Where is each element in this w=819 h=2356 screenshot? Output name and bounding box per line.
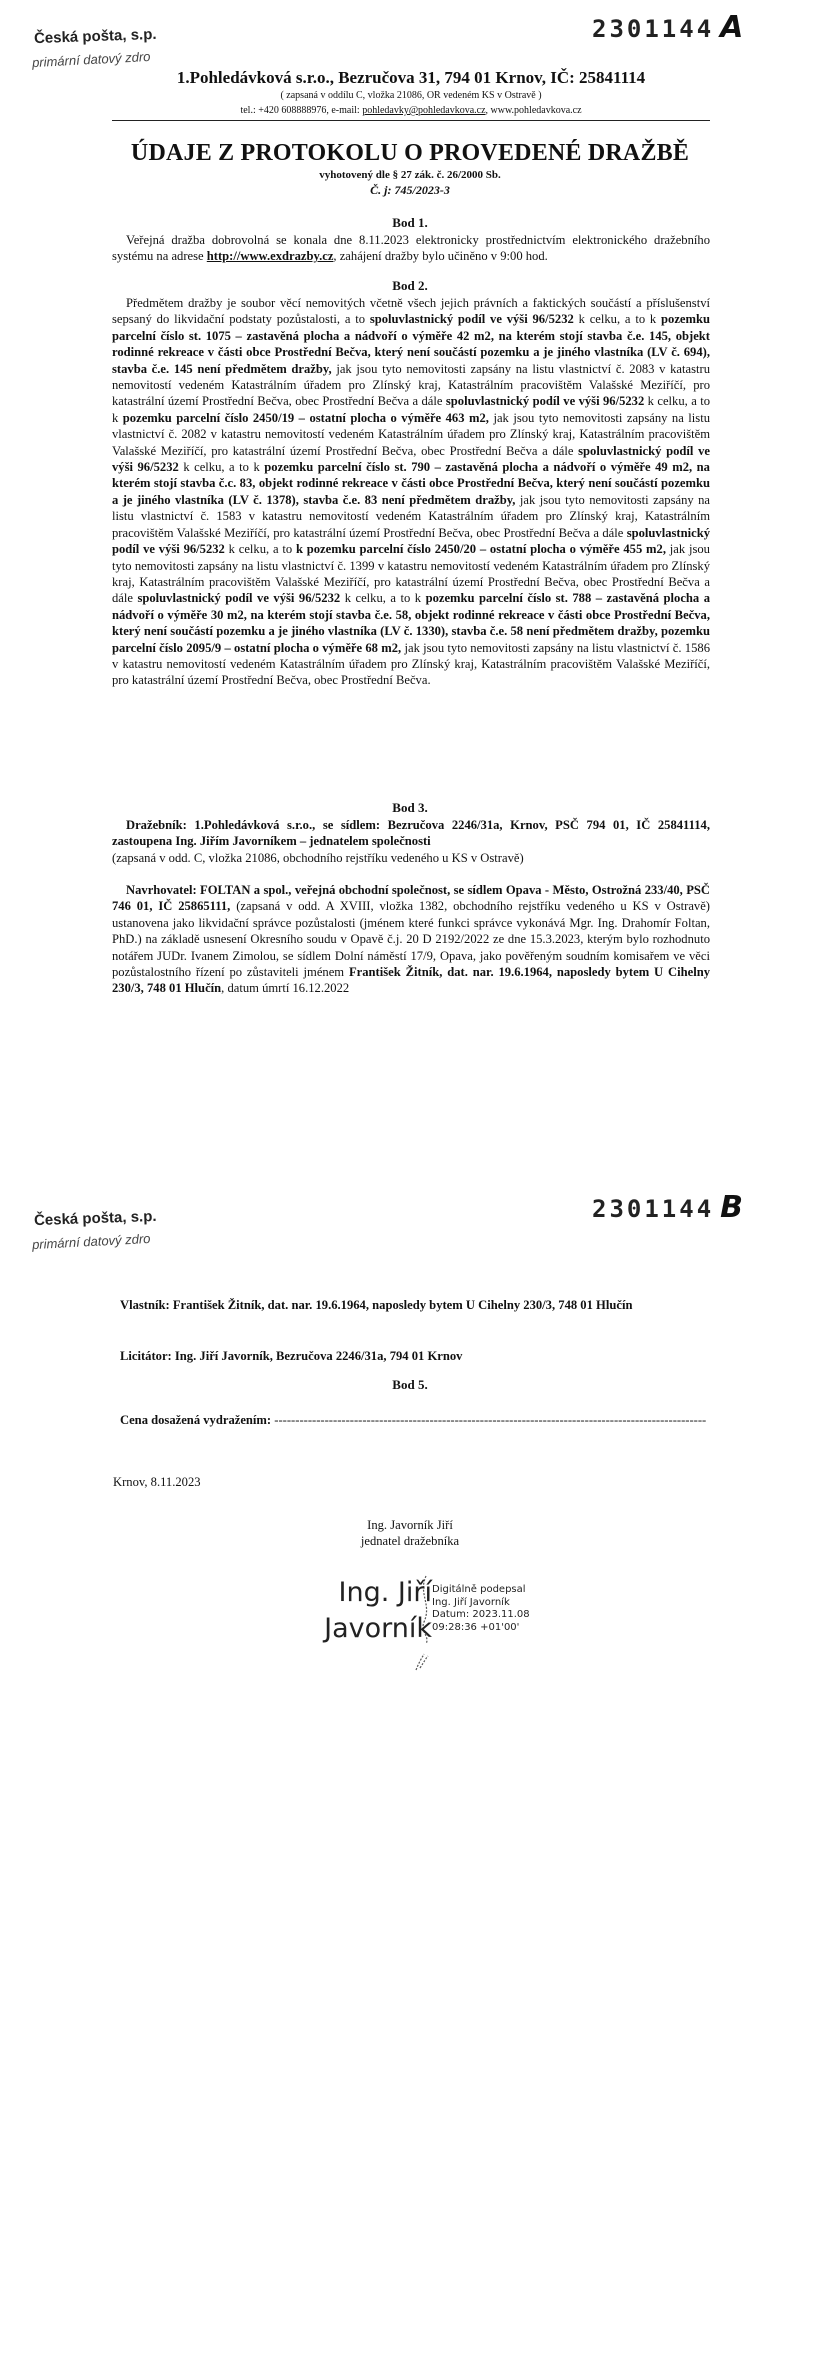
digital-signature	[314, 1574, 574, 1674]
text-segment: jak jsou tyto nemovitosti zapsány na listu vlastnictví č. 1583 v katastru nemovitostí vedeném Katastrálním úřadem pro Zlínský kraj, Katastrálním pracovištěm Valašské Meziříčí, pro katastrální území Prostřední Bečva, obec Prostřední Bečva a dále	[112, 492, 711, 540]
letterhead-registration: ( zapsaná v oddílu C, vložka 21086, OR vedeném KS v Ostravě )	[280, 90, 542, 101]
bod3-heading: Bod 3.	[392, 800, 428, 815]
signature-name-line1: Ing. Jiří	[338, 1577, 432, 1608]
bold-segment: pozemku parcelní číslo st. 1075 – zastavěná plocha a nádvoří o výměře 42 m2, na kterém stojí stavba č.e. 145, objekt rodinné rekreace v části obce Prostřední Bečva, který není součástí pozemku a je jiného vlastníka (LV č. 694), stavba č.e. 145 není předmětem dražby,	[112, 312, 710, 376]
text-segment: jak jsou tyto nemovitosti zapsány na listu vlastnictví č. 1399 v katastru nemovitostí vedeném Katastrálním úřadem pro Zlínský kraj, Katastrálním pracovištěm Valašské Meziříčí, pro katastrální území Prostřední Bečva, obec Prostřední Bečva a dále	[112, 542, 710, 606]
bold-segment: k pozemku parcelní číslo 2450/20 – ostatní plocha o výměře 455 m2,	[295, 542, 666, 557]
text-segment: Předmětem dražby je soubor věcí nemovitých včetně všech jejich právních a faktických součástí a příslušenství sepsaný do likvidační podstaty pozůstalosti, a to	[112, 296, 710, 327]
navrhovatel-text	[112, 882, 710, 997]
postal-stamp-title: Česká pošta, s.p.	[33, 25, 157, 48]
document-subtitle: vyhotovený dle § 27 zák. č. 26/2000 Sb.	[319, 169, 501, 181]
document-number	[592, 10, 743, 45]
bod2-text	[112, 295, 710, 689]
signer-name: Ing. Javorník Jiří	[367, 1518, 453, 1532]
signature-name-line2: Javorník	[324, 1613, 432, 1644]
document-number-value: 2301144	[592, 15, 715, 43]
bold-segment: Navrhovatel: FOLTAN a spol., veřejná obchodní společnost, se sídlem Opava - Město, Ostrožná 233/40, PSČ 746 01, IČ 25865111,	[112, 883, 710, 914]
document-title: ÚDAJE Z PROTOKOLU O PROVEDENÉ DRAŽBĚ	[130, 140, 690, 166]
bod1-text-start: Veřejná dražba dobrovolná se konala dne 8.11.2023 elektronicky prostřednictvím elektronického dražebního systému na adrese	[112, 233, 710, 264]
text-segment: k celku, a to k	[573, 312, 662, 327]
vlastnik-text: Vlastník: František Žitník, dat. nar. 19.6.1964, naposledy bytem U Cihelny 230/3, 748 01 Hlučín	[120, 1298, 633, 1312]
text-segment: k celku, a to	[224, 542, 296, 557]
bold-segment: pozemku parcelní číslo st. 790 – zastavěná plocha a nádvoří o výměře 49 m2, na kterém stojí stavba č.c. 83, objekt rodinné rekreace v části obce Prostřední Bečva, který není součástí pozemku a je jiného vlastníka (LV č. 1378), stavba č.e. 83 není předmětem dražby,	[112, 460, 710, 507]
signature-date: Datum: 2023.11.08	[432, 1609, 530, 1621]
letterhead-company: 1.Pohledávková s.r.o., Bezručova 31, 794 01 Krnov, IČ: 25841114	[176, 68, 646, 87]
text-segment: jak jsou tyto nemovitosti zapsány na listu vlastnictví č. 1586 v katastru nemovitostí vedeném Katastrálním úřadem pro Zlínský kraj, Katastrálním pracovištěm Valašské Meziříčí, pro katastrální území Prostřední Bečva, obec Prostřední Bečva.	[112, 640, 710, 688]
postal-stamp-subtitle-p2: primární datový zdro	[31, 1230, 151, 1253]
licitator-text: Licitátor: Ing. Jiří Javorník, Bezručova 2246/31a, 794 01 Krnov	[120, 1349, 463, 1363]
text-segment: k celku, a to k	[178, 460, 265, 475]
signature-label: Digitálně podepsal	[432, 1584, 526, 1595]
bod1-text-end: , zahájení dražby bylo učiněno v 9:00 hod.	[333, 249, 548, 264]
exdrazby-link[interactable]: http://www.exdrazby.cz	[206, 249, 334, 264]
drazebnik-text: Dražebník: 1.Pohledávková s.r.o., se sídlem: Bezručova 2246/31a, Krnov, PSČ 794 01, IČ 25841114, zastoupena Ing. Jiřím Javorníkem – jednatelem společnosti	[112, 818, 710, 849]
contact-phone: tel.: +420 608888976, e-mail:	[240, 105, 363, 116]
bod1-text	[112, 232, 710, 265]
bod2-heading: Bod 2.	[392, 278, 428, 293]
signature-signer: Ing. Jiří Javorník	[432, 1596, 510, 1608]
letterhead-contact	[112, 104, 710, 117]
contact-email-link[interactable]: pohledavky@pohledavkova.cz	[362, 105, 486, 116]
text-segment: jak jsou tyto nemovitosti zapsány na listu vlastnictví č. 2083 v katastru nemovitostí vedeném Katastrálním úřadem pro Zlínský kraj, Katastrálním pracovištěm Valašské Meziříčí, pro katastrální území Prostřední Bečva, obec Prostřední Bečva a dále	[112, 361, 710, 409]
letterhead	[112, 68, 710, 117]
letterhead-divider	[112, 120, 710, 121]
document-reference: Č. j: 745/2023-3	[370, 183, 450, 197]
postal-stamp-title-p2: Česká pošta, s.p.	[33, 1207, 157, 1230]
signature-time: 09:28:36 +01'00'	[432, 1621, 520, 1633]
bold-segment: pozemku parcelní číslo 2450/19 – ostatní plocha o výměře 463 m2,	[122, 410, 489, 425]
cena-row	[120, 1412, 718, 1428]
document-number-p2	[592, 1190, 743, 1225]
bod1-heading: Bod 1.	[392, 215, 428, 230]
text-segment: k celku, a to k	[112, 394, 711, 425]
drazebnik-registration: (zapsaná v odd. C, vložka 21086, obchodního rejstříku vedeného u KS v Ostravě)	[112, 851, 524, 865]
signature-details	[432, 1584, 530, 1634]
text-segment: , datum úmrtí 16.12.2022	[221, 981, 350, 996]
bold-segment: spoluvlastnický podíl ve výši 96/5232	[137, 591, 341, 606]
bold-segment: pozemku parcelní číslo st. 788 – zastavěná plocha a nádvoří o výměře 30 m2, na kterém stojí stavba č.e. 58, objekt rodinné rekreace v části obce Prostřední Bečva, který není součástí pozemku a je jiného vlastníka (LV č. 1330), stavba č.e. 58 není předmětem dražby, pozemku parcelní číslo 2095/9 – ostatní plocha o výměře 68 m2,	[112, 591, 710, 655]
cena-label: Cena dosažená vydražením:	[120, 1413, 272, 1427]
bold-segment: spoluvlastnický podíl ve výši 96/5232	[369, 312, 574, 327]
bold-segment: spoluvlastnický podíl ve výši 96/5232	[112, 443, 710, 475]
bold-segment: spoluvlastnický podíl ve výši 96/5232	[112, 525, 710, 557]
signer-role: jednatel dražebníka	[360, 1534, 460, 1548]
document-number-value-p2: 2301144	[592, 1195, 715, 1223]
text-segment: (zapsaná v odd. A XVIII, vložka 1382, obchodního rejstříku vedeného u KS v Ostravě) ustanovena jako likvidační správce pozůstalosti (jménem které funkci správce vykonává Mgr. Ing. Drahomír Foltan, PhD.) na základě usnesení Okresního soudu v Opavě č.j. 20 D 2192/2022 ze dne 15.3.2023, kterým bylo rozhodnuto notářem JUDr. Ivanem Zimolou, se sídlem Dolní náměstí 17/9, Opava, jako pověřeným soudním komisařem ve věci pozůstalostního řízení po zůstaviteli jménem	[112, 899, 710, 980]
cena-value: -------------------------------------------------------------------------------------------------------	[274, 1413, 707, 1427]
document-letter: A	[720, 10, 744, 45]
text-segment: k celku, a to k	[340, 591, 426, 606]
contact-web: , www.pohledavkova.cz	[485, 105, 582, 116]
bod5-heading: Bod 5.	[392, 1377, 428, 1392]
bold-segment: spoluvlastnický podíl ve výši 96/5232	[445, 394, 645, 409]
bold-segment: František Žitník, dat. nar. 19.6.1964, naposledy bytem U Cihelny 230/3, 748 01 Hlučín	[112, 965, 710, 996]
document-letter-p2: B	[720, 1190, 744, 1225]
postal-stamp-subtitle: primární datový zdro	[31, 48, 151, 71]
place-date: Krnov, 8.11.2023	[113, 1475, 201, 1489]
text-segment: jak jsou tyto nemovitosti zapsány na listu vlastnictví č. 2082 v katastru nemovitostí vedeném Katastrálním úřadem pro Zlínský kraj, Katastrálním pracovištěm Valašské Meziříčí, pro katastrální území Prostřední Bečva, obec Prostřední Bečva a dále	[112, 410, 710, 458]
